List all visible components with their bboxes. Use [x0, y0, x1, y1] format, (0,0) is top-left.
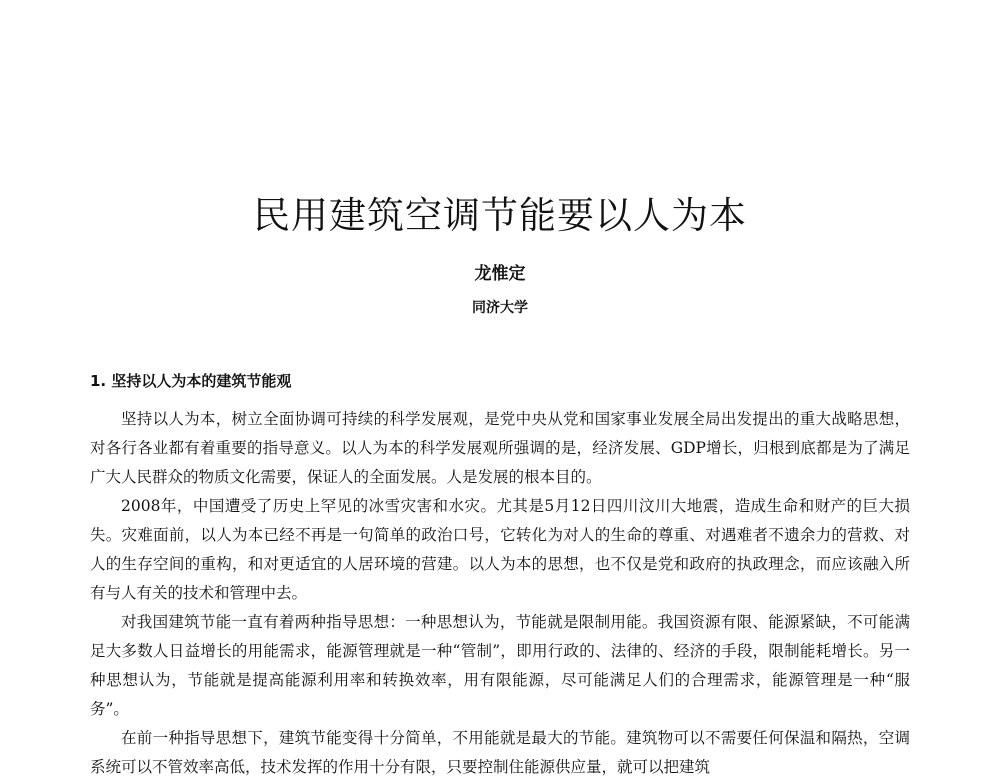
section-heading: 1. 坚持以人为本的建筑节能观: [90, 372, 292, 390]
paragraph: 在前一种指导思想下，建筑节能变得十分简单，不用能就是最大的节能。建筑物可以不需要任何保温和隔热，空调系统可以不管效率高低，技术发挥的作用十分有限，只要控制住能源供应量，就可以把建筑: [90, 729, 910, 776]
paragraph: 坚持以人为本，树立全面协调可持续的科学发展观，是党中央从党和国家事业发展全局出发提出的重大战略思想，对各行各业都有着重要的指导意义。以人为本的科学发展观所强调的是，经济发展、GDP增长，归根到底都是为了满足广大人民群众的物质文化需要，保证人的全面发展。人是发展的根本目的。: [90, 410, 910, 486]
author-name: 龙惟定: [474, 264, 526, 284]
paper-title: 民用建筑空调节能要以人为本: [253, 194, 747, 237]
paragraph: 2008年，中国遭受了历史上罕见的冰雪灾害和水灾。尤其是5月12日四川汶川大地震，造成生命和财产的巨大损失。灾难面前，以人为本已经不再是一句简单的政治口号，它转化为对人的生命的尊重、对遇难者不遗余力的营救、对人的生存空间的重构，和对更适宜的人居环境的营建。以人为本的思想，也不仅是党和政府的执政理念，而应该融入所有与人有关的技术和管理中去。: [90, 497, 910, 602]
body-text: [90, 405, 910, 782]
author-affiliation: 同济大学: [472, 300, 528, 316]
paragraph: 对我国建筑节能一直有着两种指导思想：一种思想认为，节能就是限制用能。我国资源有限、能源紧缺，不可能满足大多数人日益增长的用能需求，能源管理就是一种“管制”，即用行政的、法律的、经济的手段，限制能耗增长。另一种思想认为，节能就是提高能源利用率和转换效率，用有限能源，尽可能满足人们的合理需求，能源管理是一种“服务”。: [90, 613, 910, 718]
